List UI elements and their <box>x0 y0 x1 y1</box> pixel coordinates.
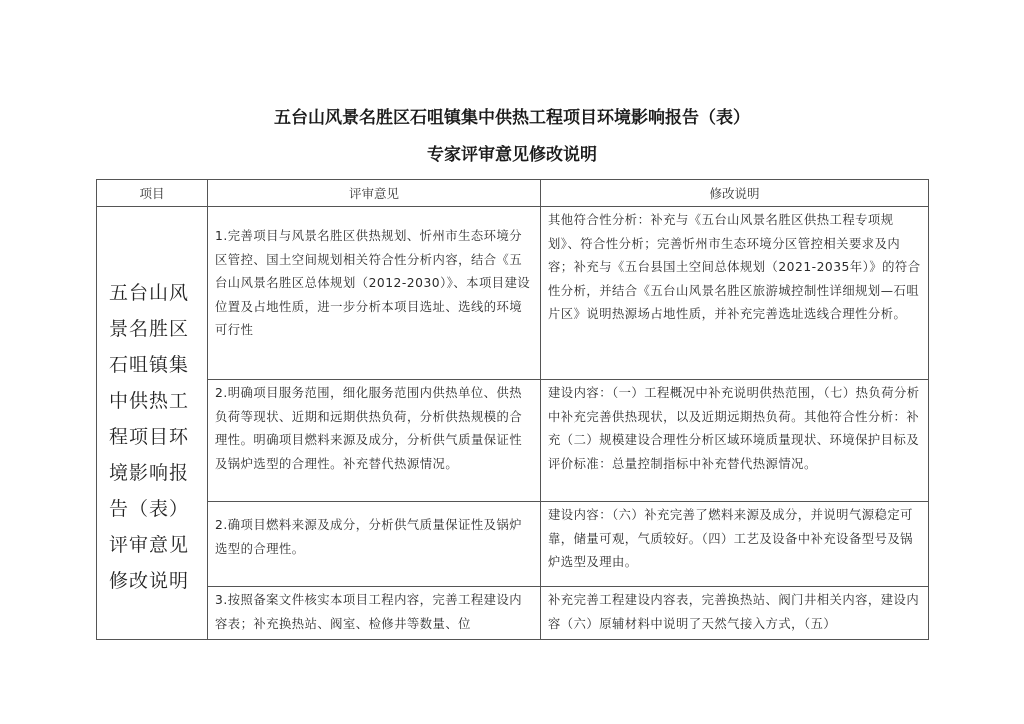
opinion-text: 1.完善项目与风景名胜区供热规划、忻州市生态环境分区管控、国土空间规划相关符合性分析内容，结合《五台山风景名胜区总体规划（2012-2030）》、本项目建设位置及占地性质，进一步分析本项目选址、选线的环境可行性 <box>215 229 531 337</box>
opinion-cell <box>208 380 541 502</box>
revision-cell <box>541 380 929 502</box>
header-opinion: 评审意见 <box>208 180 541 207</box>
table-header-row <box>97 180 929 207</box>
revision-cell <box>541 207 929 380</box>
header-project: 项目 <box>97 180 208 207</box>
opinion-text: 2.明确项目服务范围，细化服务范围内供热单位、供热负荷等现状、近期和远期供热负荷，分析供热规模的合理性。明确项目燃料来源及成分，分析供气质量保证性及锅炉选型的合理性。补充替代热源情况。 <box>215 386 523 471</box>
revision-cell <box>541 502 929 587</box>
opinion-text: 3.按照备案文件核实本项目工程内容，完善工程建设内容表；补充换热站、阀室、检修井等数量、位 <box>215 593 523 631</box>
revision-text: 补充完善工程建设内容表，完善换热站、阀门井相关内容，建设内容（六）原辅材料中说明了天然气接入方式，（五） <box>548 593 920 631</box>
document-subtitle: 专家评审意见修改说明 <box>427 145 597 165</box>
opinion-cell <box>208 207 541 380</box>
revision-cell <box>541 587 929 640</box>
revision-text: 建设内容：（六）补充完善了燃料来源及成分，并说明气源稳定可靠，储量可观，气质较好。（四）工艺及设备中补充设备型号及锅炉选型及理由。 <box>548 508 913 569</box>
revision-text: 建设内容：（一）工程概况中补充说明供热范围，（七）热负荷分析中补充完善供热现状，以及近期远期热负荷。其他符合性分析：补充（二）规模建设合理性分析区域环境质量现状、环境保护目标及评价标准：总量控制指标中补充替代热源情况。 <box>548 386 920 471</box>
opinion-text: 2.确项目燃料来源及成分，分析供气质量保证性及锅炉选型的合理性。 <box>215 518 523 556</box>
opinion-cell <box>208 502 541 587</box>
opinion-cell <box>208 587 541 640</box>
table-row <box>97 502 929 587</box>
table-row <box>97 207 929 380</box>
project-name-cell: 五台山风景名胜区石咀镇集中供热工程项目环境影响报告（表）评审意见修改说明 <box>97 207 208 640</box>
table-row <box>97 380 929 502</box>
review-table <box>96 179 929 640</box>
header-revision: 修改说明 <box>541 180 929 207</box>
document-title: 五台山风景名胜区石咀镇集中供热工程项目环境影响报告（表） <box>274 108 750 128</box>
revision-text: 其他符合性分析：补充与《五台山风景名胜区供热工程专项规划》、符合性分析；完善忻州市生态环境分区管控相关要求及内容；补充与《五台县国土空间总体规划（2021-2035年）》的符合性分析，并结合《五台山风景名胜区旅游城控制性详细规划—石咀片区》说明热源场占地性质，并补充完善选址选线合理性分析。 <box>548 213 921 321</box>
table-row <box>97 587 929 640</box>
